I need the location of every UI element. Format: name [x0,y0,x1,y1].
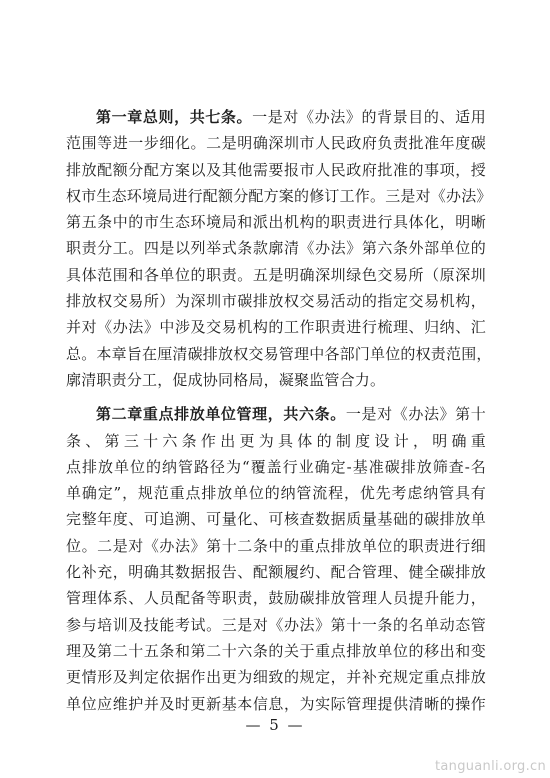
paragraph-line: 廓清职责分工，促成协同格局，凝聚监管合力。 [66,370,386,389]
paragraph-line: 权市生态环境局进行配额分配方案的修订工作。三是对《办法》 [66,186,492,205]
paragraph-line: 单位应维护并及时更新基本信息，为实际管理提供清晰的操作 [66,694,486,713]
paragraph-line: 职责分工。四是以列举式条款廓清《办法》第六条外部单位的 [66,239,486,258]
paragraph-line: 单确定”，规范重点排放单位的纳管流程，优先考虑纳管具有 [66,484,486,503]
paragraph-line: 参与培训及技能考试。三是对《办法》第十一条的名单动态管 [66,615,486,634]
page-number: — 5 — [245,716,305,734]
paragraph-line: 第五条中的市生态环境局和派出机构的职责进行具体化，明晰 [66,213,486,232]
document-body [66,104,492,717]
paragraph-line: 第一章总则，共七条。一是对《办法》的背景目的、适用 [96,108,486,126]
paragraph-line: 位。二是对《办法》第十二条中的重点排放单位的职责进行细 [66,536,486,555]
chapter-heading: 第一章总则，共七条。 [96,108,253,126]
paragraph-line: 排放权交易所）为深圳市碳排放权交易活动的指定交易机构， [66,292,486,311]
paragraph-chapter-2 [66,401,486,717]
paragraph-line: 条、第三十六条作出更为具体的制度设计，明确重 [66,431,486,450]
paragraph-line: 第二章重点排放单位管理，共六条。一是对《办法》第十 [96,405,486,424]
paragraph-chapter-1 [66,104,492,393]
paragraph-gap [66,393,486,401]
paragraph-line: 化补充，明确其数据报告、配额履约、配合管理、健全碳排放 [66,563,486,582]
paragraph-line: 范围等进一步细化。二是明确深圳市人民政府负责批准年度碳 [66,134,486,153]
paragraph-line: 具体范围和各单位的职责。五是明确深圳绿色交易所（原深圳 [66,265,486,284]
watermark-text: tanguanli.org.cn [435,759,546,774]
paragraph-line: 排放配额分配方案以及其他需要报市人民政府批准的事项，授 [66,160,486,179]
paragraph-line: 完整年度、可追溯、可量化、可核查数据质量基础的碳排放单 [66,510,486,529]
paragraph-line: 点排放单位的纳管路径为“覆盖行业确定-基准碳排放筛查-名 [66,457,486,476]
paragraph-line: 理及第二十五条和第二十六条的关于重点排放单位的移出和变 [66,641,486,660]
paragraph-line: 总。本章旨在厘清碳排放权交易管理中各部门单位的权责范围， [66,344,492,363]
chapter-heading: 第二章重点排放单位管理，共六条。 [96,405,346,424]
paragraph-line: 更情形及判定依据作出更为细致的规定，并补充规定重点排放 [66,668,486,687]
paragraph-line: 管理体系、人员配备等职责，鼓励碳排放管理人员提升能力， [66,589,486,608]
paragraph-line: 并对《办法》中涉及交易机构的工作职责进行梳理、归纳、汇 [66,318,486,337]
